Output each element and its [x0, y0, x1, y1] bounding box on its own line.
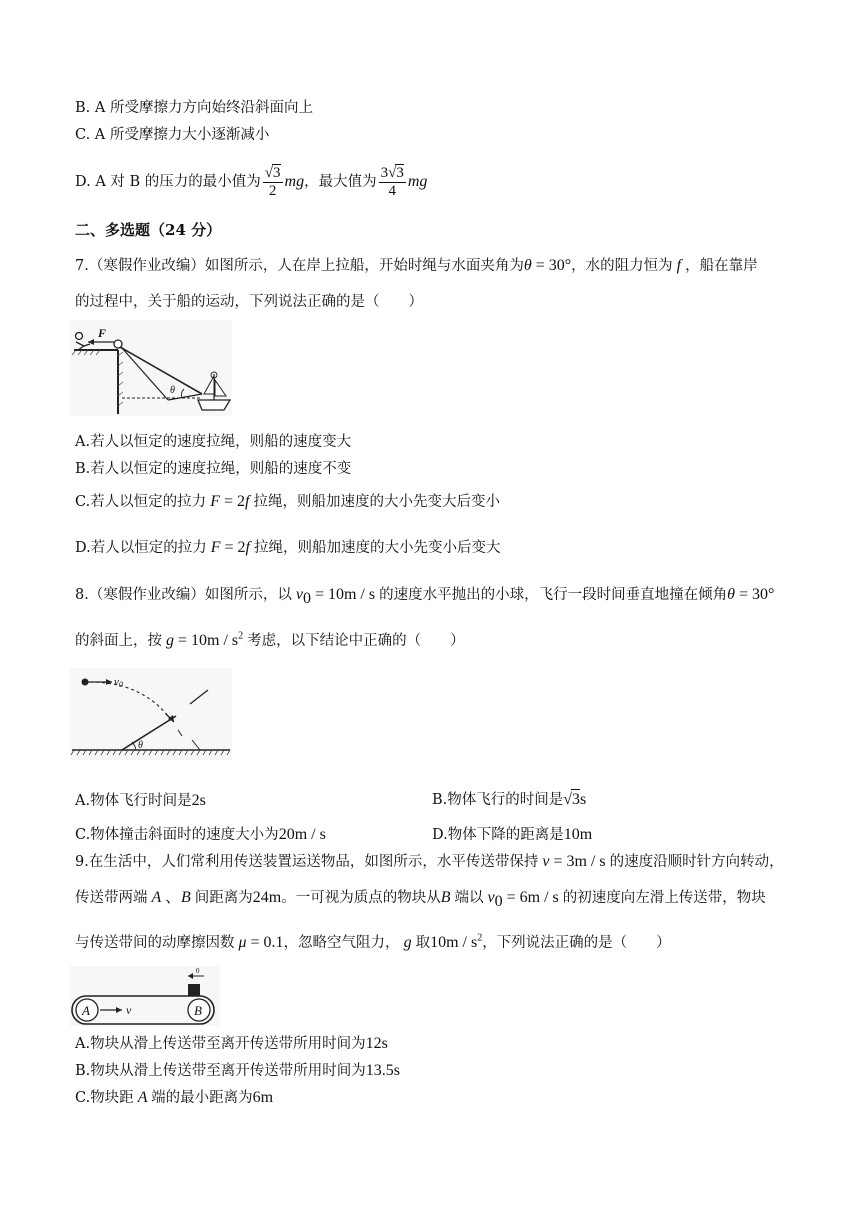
q7-option-c: C.若人以恒定的拉力 F = 2f 拉绳，则船加速度的大小先变大后变小 — [75, 493, 500, 510]
q8-option-d: D.物体下降的距离是10m — [432, 826, 593, 843]
q7-option-a: A.若人以恒定的速度拉绳，则船的速度变大 — [75, 434, 352, 450]
q9-fig-v-label: v — [126, 1003, 132, 1017]
section-title: 二、多选题（24 分） — [75, 221, 222, 239]
q9-stem-line3: 与传送带间的动摩擦因数 μ = 0.1，忽略空气阻力， g 取$10m / s^2$，下列说法正确的是（ ） — [75, 932, 671, 951]
q7-fig-theta-label: θ — [170, 385, 175, 396]
q8-stem-line2: 的斜面上，按 $g = 10m / s^2$ 考虑，以下结论中正确的（ ） — [75, 630, 465, 649]
q8-stem-line1: 8.（寒假作业改编）如图所示，以 $v_0 = 10m / s$ 的速度水平抛出的小球，飞行一段时间垂直地撞在倾角θ = 30° — [75, 586, 775, 607]
q9-fig-v0-label: 0 — [196, 967, 200, 975]
q6-option-c: C. A 所受摩擦力大小逐渐减小 — [75, 127, 270, 143]
q9-stem-line1: 9.在生活中，人们常利用传送装置运送物品，如图所示，水平传送带保持 v = 3m / s 的速度沿顺时针方向转动， — [75, 853, 784, 870]
q7-stem-line2: 的过程中，关于船的运动，下列说法正确的是（ ） — [75, 294, 423, 310]
q8-projectile-figure — [70, 668, 232, 760]
q9-option-a: A.物块从滑上传送带至离开传送带所用时间为12s — [75, 1035, 388, 1052]
q7-fig-force-label: F — [98, 326, 107, 340]
q9-fig-label-b: B — [194, 1003, 202, 1018]
q9-stem-line2: 传送带两端 A 、B 间距离为24m。一可视为质点的物块从B 端以 $v_0 = 6m / s$ 的初速度向左滑上传送带，物块 — [75, 889, 766, 910]
q9-option-c: C.物块距 A 端的最小距离为6m — [75, 1089, 274, 1106]
q8-fig-theta-label: θ — [138, 740, 143, 751]
q7-option-b: B.若人以恒定的速度拉绳，则船的速度不变 — [75, 461, 352, 477]
q7-boat-figure — [70, 320, 232, 416]
q7-stem-line1: 7.（寒假作业改编）如图所示，人在岸上拉船，开始时绳与水面夹角为θ = 30°，水的阻力恒为 f ，船在靠岸 — [75, 257, 758, 274]
q7-option-d: D.若人以恒定的拉力 F = 2f 拉绳，则船加速度的大小先变小后变大 — [75, 539, 501, 556]
q6-option-d: D. A 对 B 的压力的最小值为 $\frac{√3}{2}$ mg，最大值为 $\frac{3√3}{4}$ mg — [75, 165, 428, 199]
q9-option-b: B.物块从滑上传送带至离开传送带所用时间为13.5s — [75, 1062, 400, 1079]
q8-option-a: A.物体飞行时间是2s — [75, 792, 206, 809]
q6-option-b: B. A 所受摩擦力方向始终沿斜面向上 — [75, 100, 313, 116]
q8-option-c: C.物体撞击斜面时的速度大小为20m / s — [75, 826, 326, 843]
q9-fig-label-a: A — [82, 1003, 90, 1018]
q8-option-b: B.物体飞行的时间是√3s — [432, 791, 587, 808]
q9-conveyor-figure — [70, 966, 220, 1026]
q8-fig-v0-label: v0 — [114, 676, 123, 689]
